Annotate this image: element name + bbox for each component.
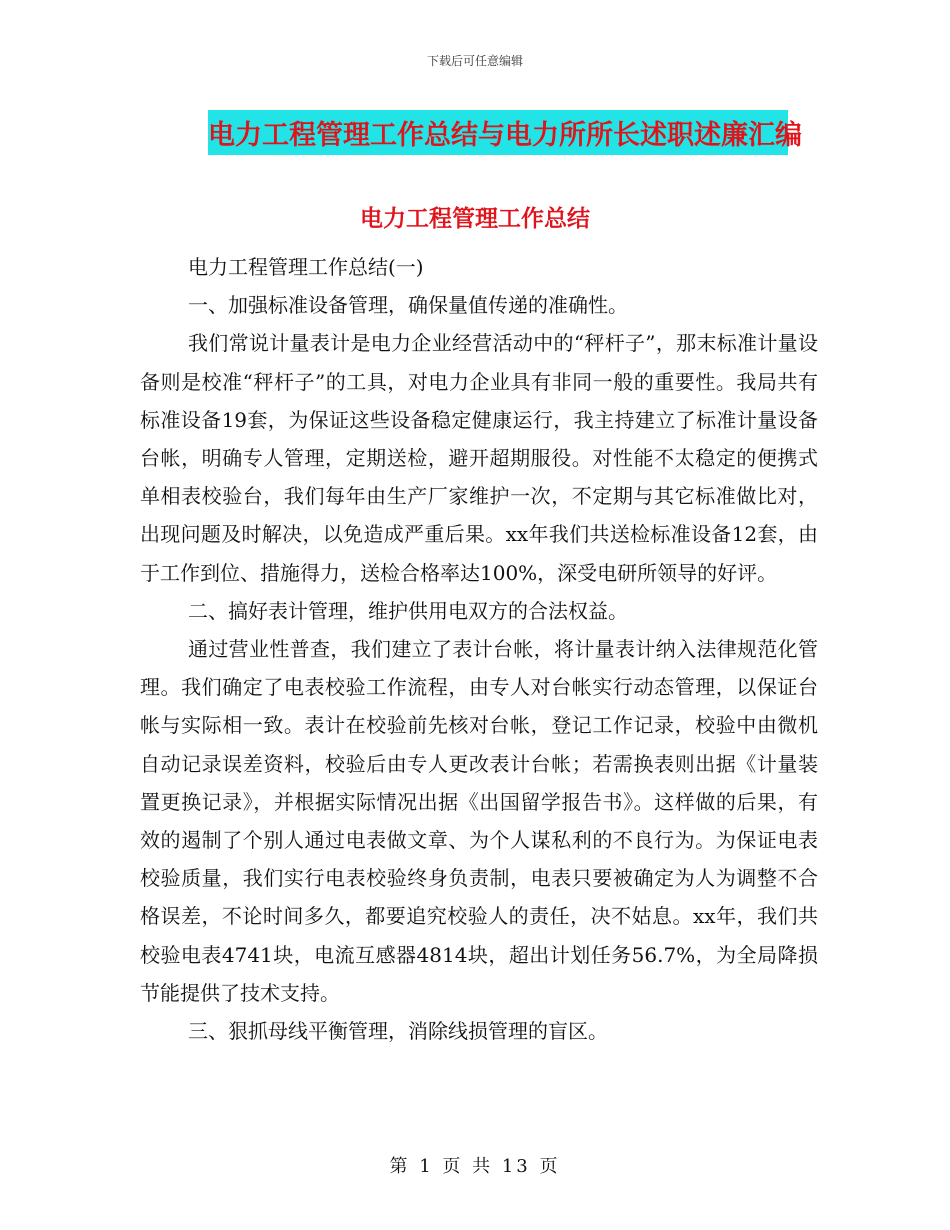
paragraph-body-2: 通过营业性普查，我们建立了表计台帐，将计量表计纳入法律规范化管理。我们确定了电表校验工作流程，由专人对台帐实行动态管理，以保证台帐与实际相一致。表计在校验前先核对台帐，登记工作记录，校验中由微机自动记录误差资料，校验后由专人更改表计台帐；若需换表则出据《计量装置更换记录》，并根据实际情况出据《出国留学报告书》。这样做的后果，有效的遏制了个别人通过电表做文章、为个人谋私利的不良行为。为保证电表校验质量，我们实行电表校验终身负责制，电表只要被确定为人为调整不合格误差，不论时间多久，都要追究校验人的责任，决不姑息。xx年，我们共校验电表4741块，电流互感器4814块，超出计划任务56.7%，为全局降损节能提供了技术支持。 [140, 637, 818, 1005]
paragraph-subtitle: 电力工程管理工作总结(一) [188, 255, 424, 279]
paragraph-heading-1: 一、加强标准设备管理，确保量值传递的准确性。 [188, 293, 628, 318]
section-title: 电力工程管理工作总结 [360, 206, 590, 232]
paragraph-heading-3: 三、狠抓母线平衡管理，消除线损管理的盲区。 [188, 1019, 608, 1044]
paragraph-heading-2: 二、搞好表计管理，维护供用电双方的合法权益。 [188, 598, 628, 623]
main-title: 电力工程管理工作总结与电力所所长述职述廉汇编 [208, 110, 788, 155]
page-footer: 第 1 页 共 13 页 [389, 1156, 561, 1177]
header-note: 下载后可任意编辑 [426, 54, 523, 68]
paragraph-body-1: 我们常说计量表计是电力企业经营活动中的“秤杆子”，那末标准计量设备则是校准“秤杆子”的工具，对电力企业具有非同一般的重要性。我局共有标准设备19套，为保证这些设备稳定健康运行，我主持建立了标准计量设备台帐，明确专人管理，定期送检，避开超期服役。对性能不太稳定的便携式单相表校验台，我们每年由生产厂家维护一次，不定期与其它标准做比对，出现问题及时解决，以免造成严重后果。xx年我们共送检标准设备12套，由于工作到位、措施得力，送检合格率达100%，深受电研所领导的好评。 [140, 331, 818, 585]
body-text [140, 248, 818, 1050]
